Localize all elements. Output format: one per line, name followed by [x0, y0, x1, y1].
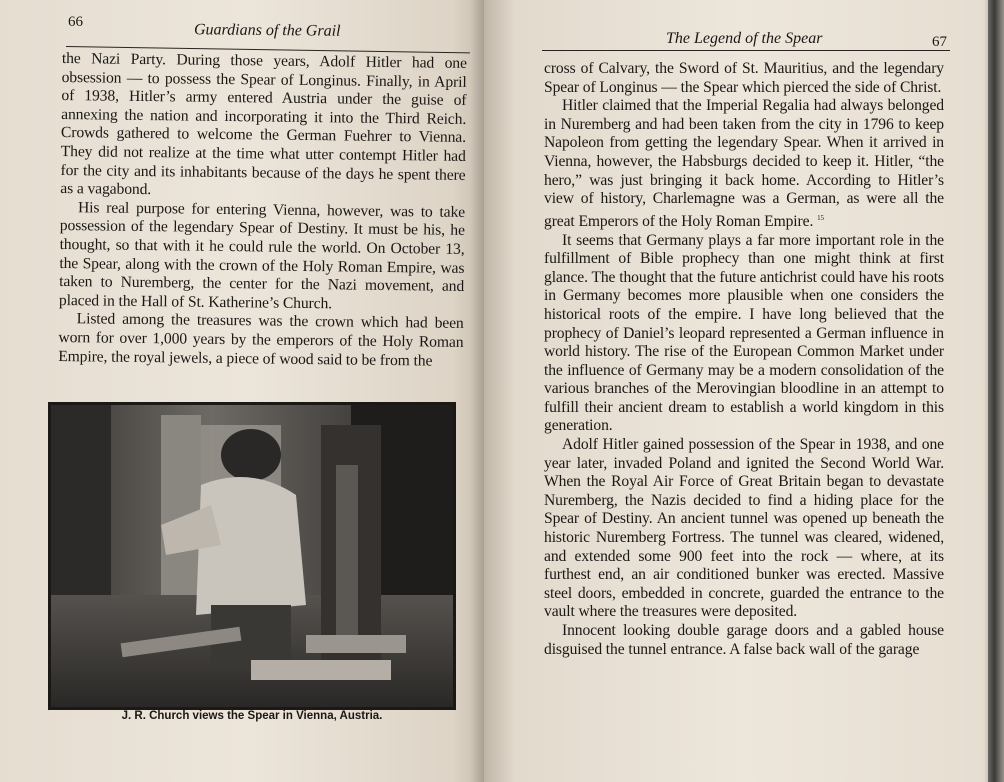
footnote-marker: 15 — [817, 213, 824, 222]
photo-image — [51, 405, 453, 707]
right-paragraph: It seems that Germany plays a far more important role in the fulfillment of Bible prophecy than one might think at first glance. The thought that the future antichrist could have his roots in Germany becomes more plausible when one considers the historical roots of the empire. I have long believed that the prophecy of Daniel’s leopard represented a German influence in world history. The rise of the European Common Market under the influence of Germany may be a modern consolidation of the various branches of the Merovingian bloodline in an attempt to fulfill their ancient dream to establish a world kingdom in this generation. — [544, 231, 944, 435]
right-paragraph — [544, 97, 944, 231]
left-body-text — [58, 50, 467, 371]
right-paragraph-text: Hitler claimed that the Imperial Regalia had always belonged in Nuremberg and had been taken from the city in 1796 to keep Napoleon from getting the legendary Spear. When it arrived in Vienna, however, the Habsburgs decided to keep it. Hitler, “the hero,” was just bringing it back home. According to Hitler’s view of history, Charlemagne was a German, as were all the great Emperors of the Holy Roman Empire. — [544, 97, 944, 230]
left-page-number: 66 — [68, 14, 83, 30]
left-page — [0, 0, 492, 782]
right-body-text — [544, 60, 944, 659]
right-paragraph: Adolf Hitler gained possession of the Spear in 1938, and one year later, invaded Poland and ignited the Second World War. When the Royal Air Force of Great Britain began to devastate Nuremberg, the Nazis decided to find a hiding place for the Spear of Destiny. An ancient tunnel was opened up beneath the historic Nuremberg Fortress. The tunnel was cleared, widened, and extended some 900 feet into the rock — where, at its furthest end, an air conditioned bunker was erected. Massive steel doors, embedded in concrete, guarded the entrance to the vault where the treasures were deposited. — [544, 436, 944, 621]
right-running-head: The Legend of the Spear — [666, 30, 823, 47]
photo-spear-vienna — [48, 402, 456, 710]
right-paragraph: Innocent looking double garage doors and a gabled house disguised the tunnel entrance. A false back wall of the garage — [544, 622, 944, 658]
left-paragraph: Listed among the treasures was the crown which had been worn for over 1,000 years by the emperors of the Holy Roman Empire, the royal jewels, a piece of wood said to be from the — [58, 310, 464, 370]
right-page-number: 67 — [932, 34, 947, 50]
left-paragraph: His real purpose for entering Vienna, however, was to take possession of the legendary Spear of Destiny. It must be his, he thought, so that with it he could rule the world. On October 13, the Spear, along with the crown of the Holy Roman Empire, was taken to Nuremberg, the center for the Nazi movement, and placed in the Hall of St. Katherine’s Church. — [58, 198, 466, 313]
left-paragraph: the Nazi Party. During those years, Adolf Hitler had one obsession — to possess the Spear of Longinus. Finally, in April of 1938, Hitler’s army entered Austria under the guise of annexing the nation and incorporating it into the Third Reich. Crowds gathered to welcome the German Fuehrer to Vienna. They did not realize at the time what utter contempt Hitler had for the city and its inhabitants because of the days he spent there as a vagabond. — [60, 50, 467, 199]
right-page — [484, 0, 1004, 782]
photo-caption: J. R. Church views the Spear in Vienna, Austria. — [121, 710, 383, 722]
left-running-head: Guardians of the Grail — [193, 21, 341, 40]
right-header-rule — [542, 50, 950, 51]
book-edge — [988, 0, 1004, 782]
right-paragraph: cross of Calvary, the Sword of St. Mauritius, and the legendary Spear of Longinus — the Spear which pierced the side of Christ. — [544, 60, 944, 96]
